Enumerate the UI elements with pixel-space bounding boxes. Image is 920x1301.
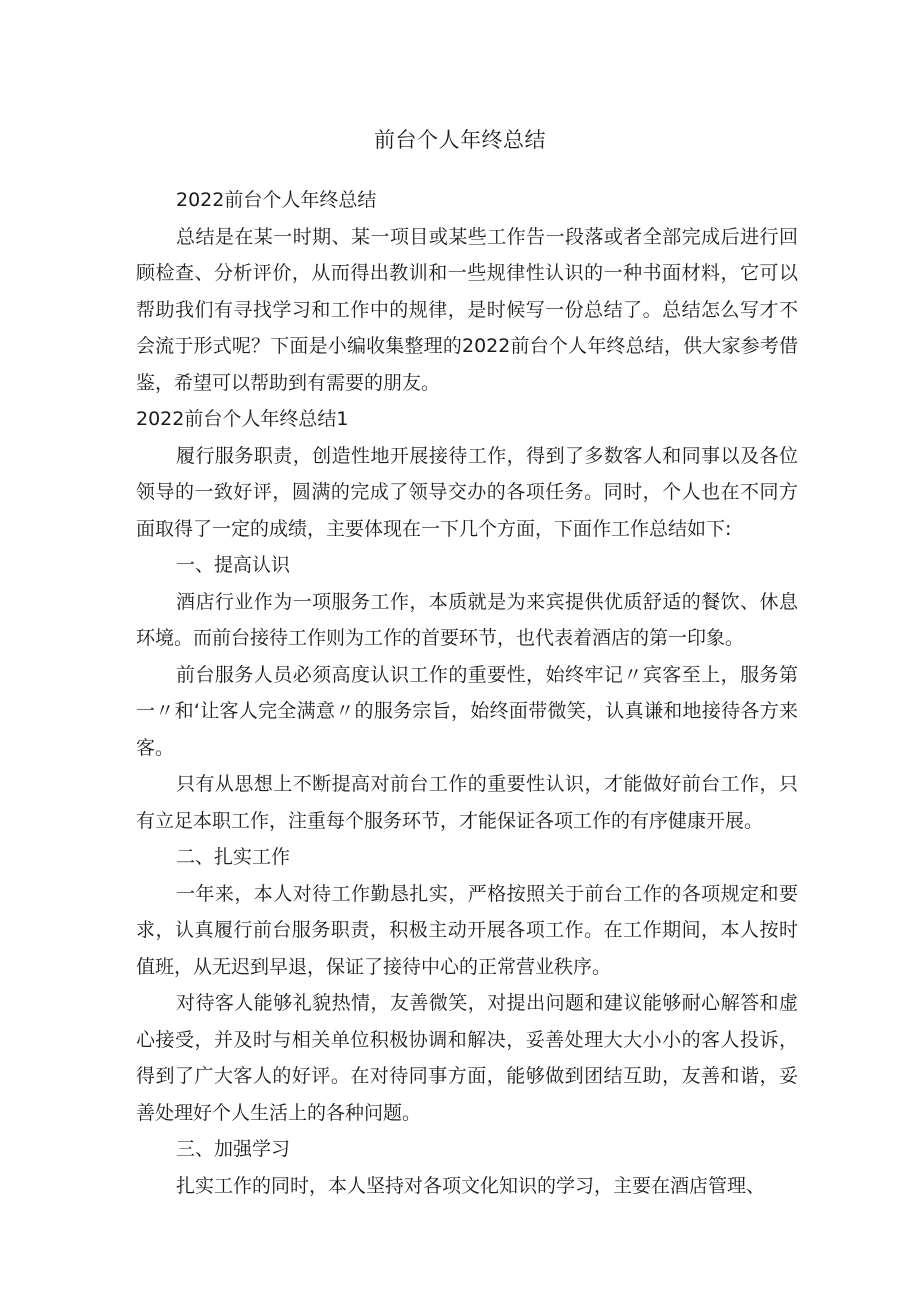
subtitle: 2022前台个人年终总结 (176, 189, 377, 211)
section-heading: 三、加强学习 (176, 1138, 291, 1160)
paragraph: 一年来，本人对待工作勤恳扎实，严格按照关于前台工作的各项规定和要求，认真履行前台服务职责，积极主动开展各项工作。在工作期间，本人按时值班，从无迟到早退，保证了接待中心的正常营业秩序。 (136, 882, 798, 978)
section-heading: 一、提高认识 (176, 554, 291, 576)
paragraph: 前台服务人员必须高度认识工作的重要性，始终牢记〃宾客至上，服务第一〃和‘让客人完全满意〃的服务宗旨，始终面带微笑，认真谦和地接待各方来客。 (136, 663, 798, 759)
document-title: 前台个人年终总结 (374, 128, 546, 152)
paragraph: 对待客人能够礼貌热情，友善微笑，对提出问题和建议能够耐心解答和虚心接受，并及时与相关单位积极协调和解决，妥善处理大大小小的客人投诉，得到了广大客人的好评。在对待同事方面，能够做到团结互助，友善和谐，妥善处理好个人生活上的各种问题。 (136, 992, 798, 1124)
document-body (136, 182, 798, 1204)
section-heading: 二、扎实工作 (176, 846, 291, 868)
paragraph: 履行服务职责，创造性地开展接待工作，得到了多数客人和同事以及各位领导的一致好评，圆满的完成了领导交办的各项任务。同时，个人也在不同方面取得了一定的成绩，主要体现在一下几个方面，下面作工作总结如下: (136, 444, 798, 540)
section-heading-1: 2022前台个人年终总结1 (136, 408, 349, 430)
paragraph: 只有从思想上不断提高对前台工作的重要性认识，才能做好前台工作，只有立足本职工作，注重每个服务环节，才能保证各项工作的有序健康开展。 (136, 773, 798, 832)
paragraph-intro: 总结是在某一时期、某一项目或某些工作告一段落或者全部完成后进行回顾检查、分析评价，从而得出教训和一些规律性认识的一种书面材料，它可以帮助我们有寻找学习和工作中的规律，是时候写一份总结了。总结怎么写才不会流于形式呢？下面是小编收集整理的2022前台个人年终总结，供大家参考借鉴，希望可以帮助到有需要的朋友。 (136, 225, 798, 394)
paragraph: 扎实工作的同时，本人坚持对各项文化知识的学习，主要在酒店管理、 (176, 1174, 766, 1197)
paragraph: 酒店行业作为一项服务工作，本质就是为来宾提供优质舒适的餐饮、休息环境。而前台接待工作则为工作的首要环节，也代表着酒店的第一印象。 (136, 590, 798, 649)
